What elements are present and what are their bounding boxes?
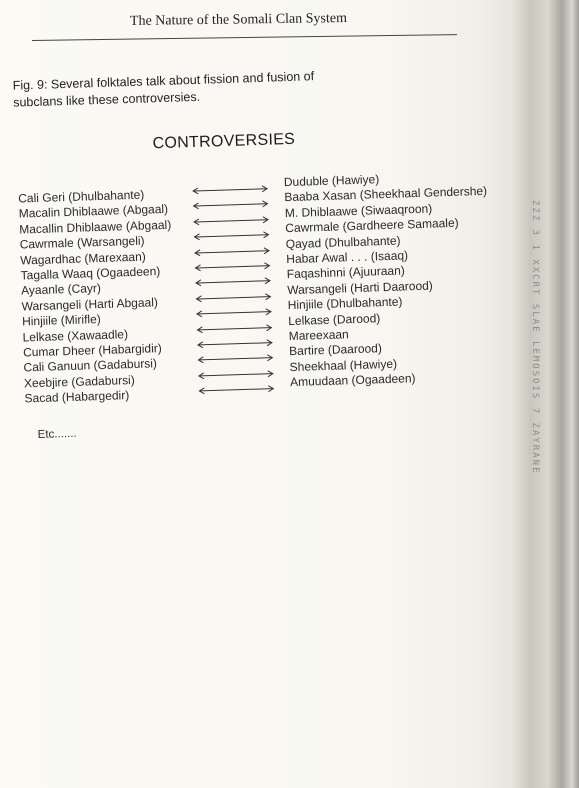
double-arrow-icon: [195, 337, 275, 350]
row-right-name: Faqashinni (Ajuuraan): [286, 263, 406, 282]
row-left-name: Cawrmale (Warsangeli): [19, 233, 145, 252]
double-arrow-icon: [190, 184, 270, 197]
row-right-name: M. Dhiblaawe (Siwaaqroon): [284, 201, 433, 220]
row-right-name: Sheekhaal (Hawiye): [289, 356, 398, 374]
row-left-name: Lelkase (Xawaadle): [22, 326, 129, 344]
row-left-name: Tagalla Waaq (Ogaadeen): [20, 264, 161, 283]
double-arrow-icon: [190, 199, 270, 212]
row-right-name: Duduble (Hawiye): [283, 172, 380, 190]
row-left-name: Warsangeli (Harti Abgaal): [21, 294, 159, 314]
double-arrow-icon: [194, 307, 274, 320]
double-arrow-icon: [192, 245, 272, 258]
row-right-name: Mareexaan: [288, 327, 349, 344]
controversy-list: [18, 172, 505, 406]
row-right-name: Qayad (Dhulbahante): [285, 233, 401, 251]
row-right-name: Warsangeli (Harti Daarood): [287, 278, 434, 297]
etc-note: Etc.......: [37, 427, 77, 442]
double-arrow-icon: [192, 261, 272, 274]
row-left-name: Sacad (Habargedir): [24, 388, 130, 406]
row-left-name: Macallin Dhiblaawe (Abgaal): [18, 217, 172, 237]
row-left-name: Macalin Dhiblaawe (Abgaal): [18, 202, 169, 221]
row-left-name: Cumar Dheer (Habargidir): [22, 341, 162, 360]
figure-title: CONTROVERSIES: [152, 130, 296, 153]
double-arrow-icon: [196, 368, 276, 381]
row-left-name: Wagardhac (Marexaan): [19, 249, 146, 268]
figure-caption: Fig. 9: Several folktales talk about fission and fusion of subclans like these controversies.: [12, 69, 315, 110]
double-arrow-icon: [193, 291, 273, 304]
double-arrow-icon: [194, 322, 274, 335]
row-left-name: Ayaanle (Cayr): [20, 281, 102, 298]
row-right-name: Bartire (Daarood): [288, 341, 383, 359]
row-left-name: Cali Geri (Dhulbahante): [18, 187, 145, 206]
running-head: The Nature of the Somali Clan System: [129, 10, 348, 29]
double-arrow-icon: [195, 353, 275, 366]
row-left-name: Hinjiile (Mirifle): [21, 312, 101, 329]
double-arrow-icon: [193, 276, 273, 289]
double-arrow-icon: [196, 384, 276, 397]
row-right-name: Lelkase (Darood): [287, 310, 381, 328]
row-left-name: Cali Ganuun (Gadabursi): [23, 356, 158, 375]
row-right-name: Cawrmale (Gardheere Samaale): [285, 215, 459, 236]
double-arrow-icon: [191, 214, 271, 227]
page-edge-bleed: ZZZ 3 1 XXCRT SLAE LEMOSOIS 7 ZAYRANE: [530, 200, 540, 475]
row-right-name: Baaba Xasan (Sheekhaal Gendershe): [284, 184, 488, 205]
double-arrow-icon: [191, 230, 271, 243]
row-left-name: Xeebjire (Gadabursi): [23, 372, 135, 391]
row-right-name: Hinjiile (Dhulbahante): [287, 294, 403, 313]
row-right-name: Amuudaan (Ogaadeen): [289, 371, 416, 390]
row-right-name: Habar Awal . . . (Isaaq): [286, 248, 409, 267]
